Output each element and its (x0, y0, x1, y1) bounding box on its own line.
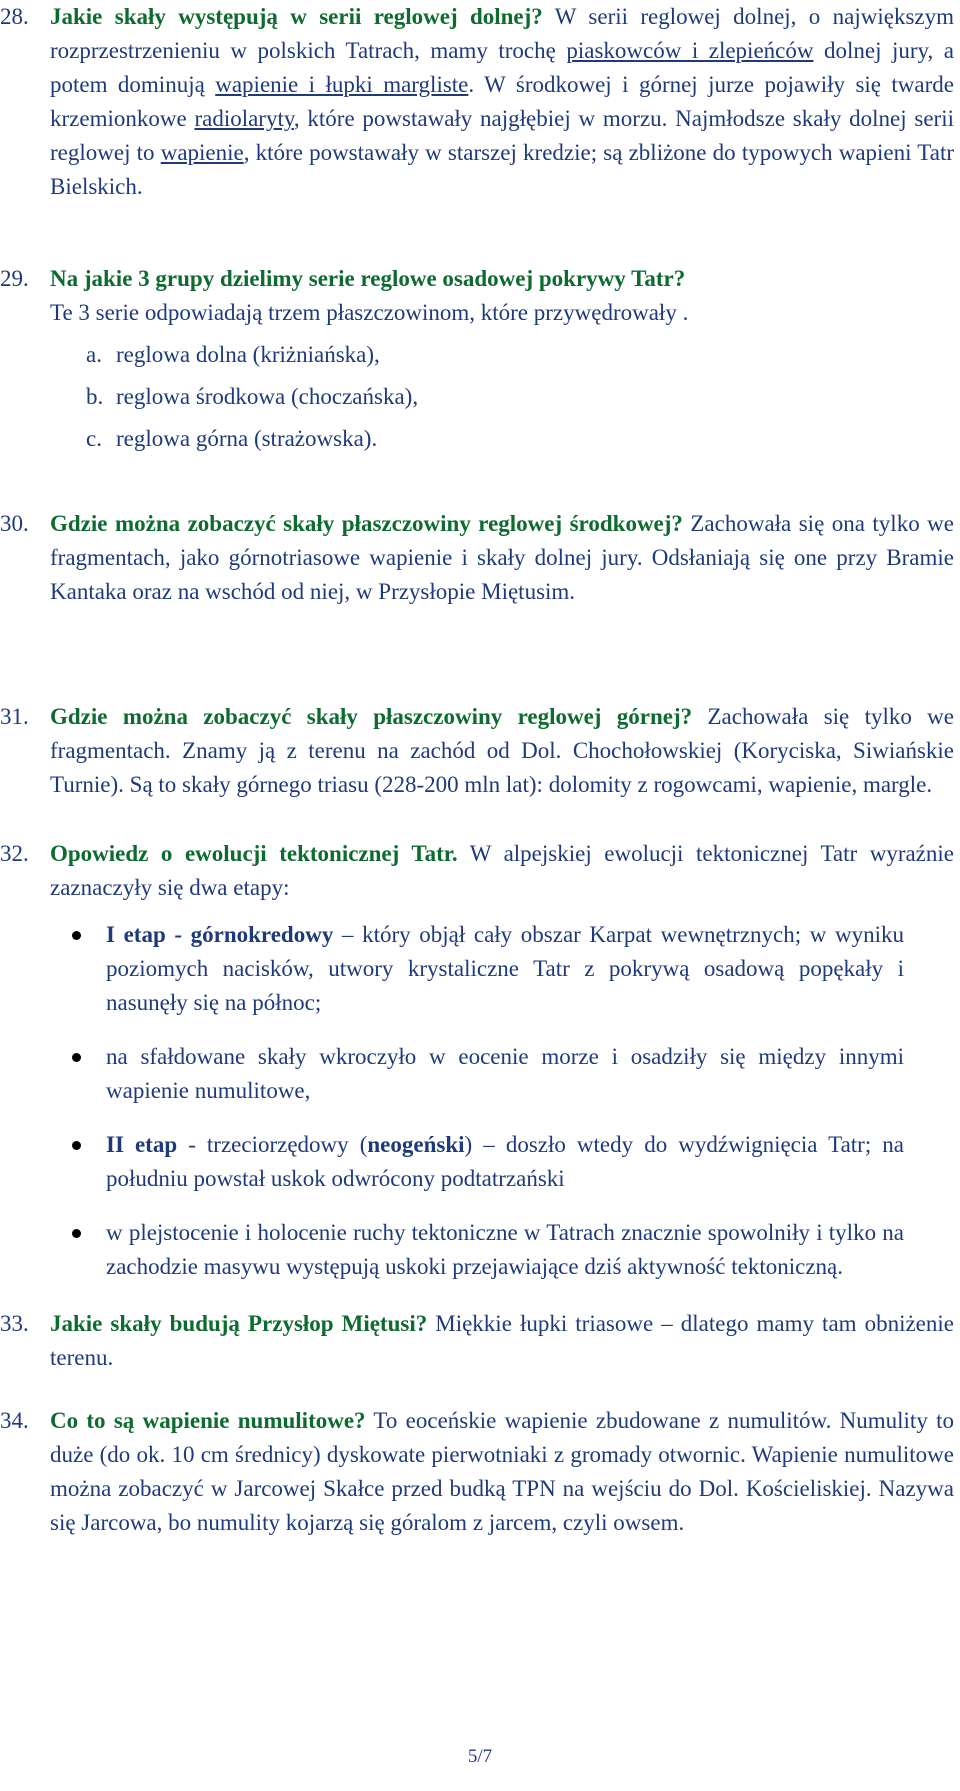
list-item-text: reglowa dolna (kriżniańska), (116, 342, 380, 367)
answer-text: dolnej jury, a potem dominują (50, 38, 954, 97)
list-item (106, 1128, 904, 1196)
separator-text: - (165, 922, 191, 947)
answer-text: , które powstawały w starszej kredzie; są zbliżone do typowych wapieni Tatr Bielskich. (50, 140, 954, 199)
list-item-text: reglowa środkowa (choczańska), (116, 384, 419, 409)
paragraph-33 (0, 1307, 954, 1375)
question-text: Gdzie można zobaczyć skały płaszczowiny reglowej środkowej? (50, 511, 683, 536)
bullet-icon (72, 931, 81, 940)
list-item (106, 918, 904, 1020)
list-item (86, 338, 954, 372)
list-item-text: reglowa górna (strażowska). (116, 426, 378, 451)
answer-text: W serii reglowej dolnej, o największym rozprzestrzenieniu w polskich Tatrach, mamy trochę (50, 4, 954, 63)
question-text: Co to są wapienie numulitowe? (50, 1408, 366, 1433)
answer-text: W alpejskiej ewolucji tektonicznej Tatr wyraźnie zaznaczyły się dwa etapy: (50, 841, 954, 900)
underlined-term: wapienie (160, 140, 244, 165)
stage-period: górnokredowy (190, 922, 334, 947)
question-text: Gdzie można zobaczyć skały płaszczowiny reglowej górnej? (50, 704, 693, 729)
list-item-text: – który objął cały obszar Karpat wewnętrznych; w wyniku poziomych nacisków, utwory krystaliczne Tatr z pokrywą osadową popękały i nasunęły się na północ; (106, 922, 904, 1015)
item-number: 32. (0, 841, 29, 866)
page-number: 5/7 (467, 1746, 493, 1767)
item-number: 33. (0, 1311, 29, 1336)
stage-label: I etap (106, 922, 166, 947)
paragraph-32 (0, 837, 954, 905)
paragraph-34 (0, 1404, 955, 1540)
underlined-term: wapienie i łupki margliste (215, 72, 469, 97)
answer-text: Zachowała się ona tylko we fragmentach, jako górnotriasowe wapienie i skały dolnej jury. Odsłaniają się one przy Bramie Kantaka oraz na wschód od niej, w Przysłopie Miętusim. (50, 511, 954, 604)
stage-period: neogeński (367, 1132, 465, 1157)
bullet-icon (72, 1229, 81, 1238)
list-letter: c. (86, 426, 102, 451)
item-number: 30. (0, 511, 29, 536)
list-letter: a. (86, 342, 102, 367)
item-number: 31. (0, 704, 29, 729)
paragraph-28 (0, 0, 954, 204)
list-letter: b. (86, 384, 104, 409)
tectonic-stages-list (50, 918, 904, 1284)
list-item (106, 1216, 904, 1284)
item-number: 34. (0, 1408, 29, 1433)
underlined-term: radiolaryty (194, 106, 294, 131)
list-item (86, 380, 954, 414)
answer-text: Te 3 serie odpowiadają trzem płaszczowinom, które przywędrowały . (50, 300, 689, 325)
answer-text: Miękkie łupki triasowe – dlatego mamy tam obniżenie terenu. (50, 1311, 954, 1370)
stage-label: II etap (106, 1132, 178, 1157)
bullet-icon (72, 1141, 81, 1150)
item-number: 29. (0, 266, 29, 291)
question-text: Jakie skały budują Przysłop Miętusi? (50, 1311, 428, 1336)
list-item-text: ) – doszło wtedy do wydźwignięcia Tatr; na południu powstał uskok odwrócony podtatrzański (106, 1132, 904, 1191)
list-item (106, 1040, 904, 1108)
list-item (86, 422, 954, 456)
question-text: Jakie skały występują w serii reglowej dolnej? (50, 4, 543, 29)
item-number: 28. (0, 4, 29, 29)
list-item-text: w plejstocenie i holocenie ruchy tektoniczne w Tatrach znacznie spowolniły i tylko na zachodzie masywu występują uskoki przejawiające dziś aktywność tektoniczną. (106, 1220, 904, 1279)
paragraph-30 (0, 507, 954, 609)
underlined-term: piaskowców i zlepieńców (566, 38, 814, 63)
answer-text: . W środkowej i górnej jurze pojawiły się twarde krzemionkowe (50, 72, 954, 131)
list-item-text: - trzeciorzędowy ( (177, 1132, 368, 1157)
paragraph-29 (0, 262, 954, 456)
answer-text: Zachowała się tylko we fragmentach. Znamy ją z terenu na zachód od Dol. Chochołowskiej (Koryciska, Siwiańskie Turnie). Są to skały górnego triasu (228-200 mln lat): dolomity z rogowcami, wapienie, margle. (50, 704, 954, 797)
answer-text: , które powstawały najgłębiej w morzu. Najmłodsze skały dolnej serii reglowej to (50, 106, 954, 165)
bullet-icon (72, 1053, 81, 1062)
list-item-text: na sfałdowane skały wkroczyło w eocenie morze i osadziły się między innymi wapienie numulitowe, (106, 1044, 904, 1103)
paragraph-31 (0, 700, 954, 802)
question-text: Opowiedz o ewolucji tektonicznej Tatr. (50, 841, 458, 866)
answer-text: To eoceńskie wapienie zbudowane z numulitów. Numulity to duże (do ok. 10 cm średnicy) dyskowate pierwotniaki z gromady otwornic. Wapienie numulitowe można zobaczyć w Jarcowej Skałce przed budką TPN na wejściu do Dol. Kościeliskiej. Nazywa się Jarcowa, bo numulity kojarzą się góralom z jarcem, czyli owsem. (50, 1408, 955, 1535)
question-text: Na jakie 3 grupy dzielimy serie reglowe osadowej pokrywy Tatr? (50, 266, 686, 291)
